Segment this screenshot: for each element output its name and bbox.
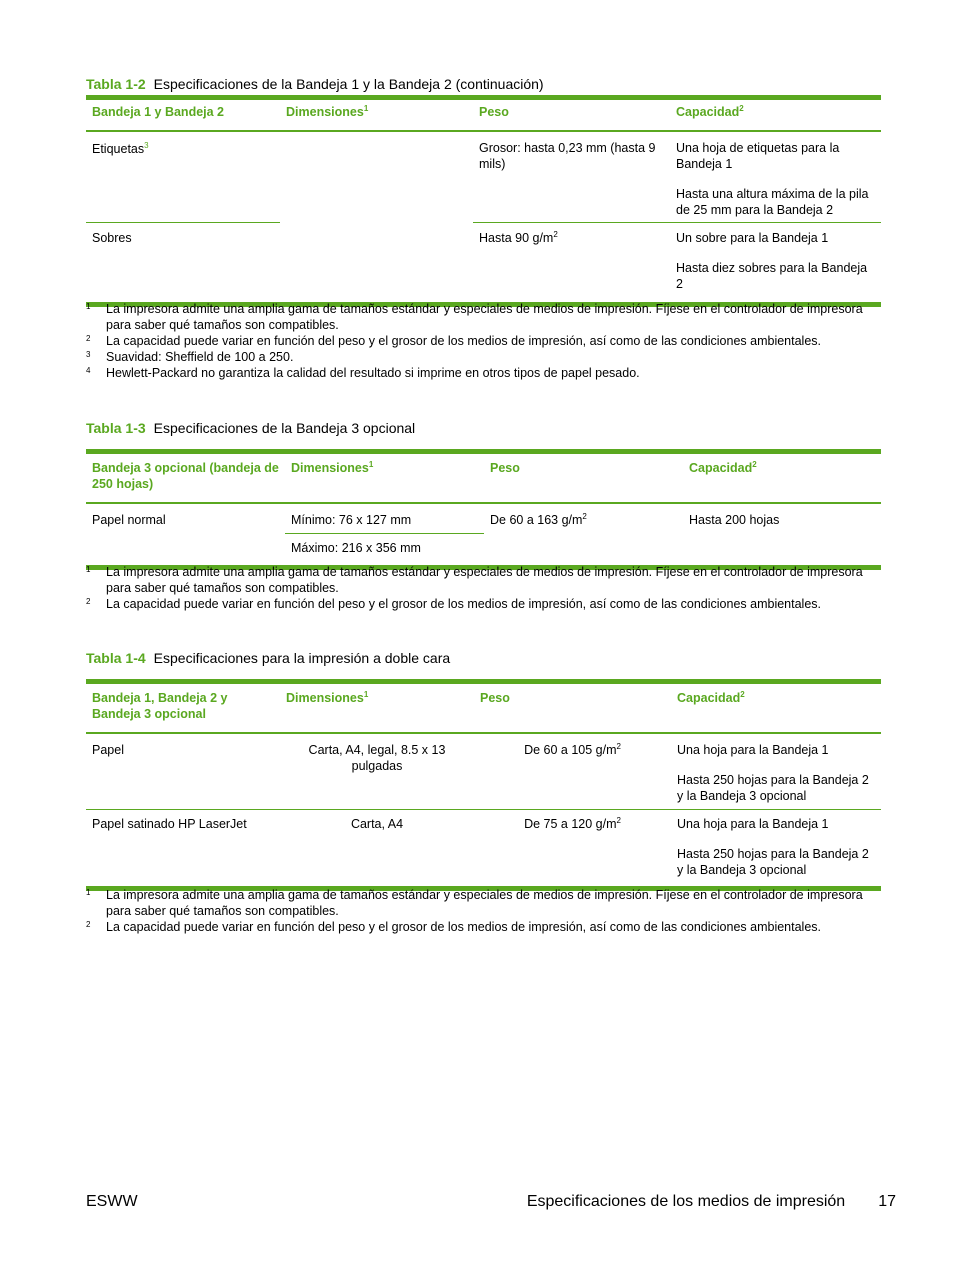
peso-cell — [474, 733, 671, 810]
footnote-number: 2 — [86, 597, 91, 606]
table-1-3-caption — [86, 420, 415, 436]
row-name: Papel — [86, 733, 280, 810]
table-header-row — [86, 682, 881, 733]
table-1-2-caption — [86, 76, 544, 92]
column-header-text: Capacidad — [689, 461, 753, 475]
dimensions-min: Mínimo: 76 x 127 mm — [285, 503, 484, 534]
dimensions-cell: Carta, A4 — [280, 810, 474, 889]
capacidad-line: Una hoja para la Bandeja 1 — [677, 817, 829, 831]
capacidad-line: Un sobre para la Bandeja 1 — [676, 231, 829, 245]
column-header-text: Dimensiones — [286, 691, 364, 705]
page-number: 17 — [878, 1193, 896, 1210]
table-title: Especificaciones para la impresión a doble cara — [153, 650, 451, 666]
footnote — [86, 919, 881, 935]
footnote-text: Hewlett-Packard no garantiza la calidad del resultado si imprime en otros tipos de papel pesado. — [106, 366, 640, 380]
footnote — [86, 365, 881, 381]
table-1-2 — [86, 95, 881, 307]
column-header: Bandeja 3 opcional (bandeja de 250 hojas) — [86, 452, 285, 503]
table-label: Tabla 1-4 — [86, 650, 146, 666]
footnote-ref: 2 — [739, 103, 744, 113]
column-header-text: Capacidad — [677, 691, 741, 705]
capacidad-line: Hasta diez sobres para la Bandeja 2 — [676, 261, 868, 291]
footnote-number: 3 — [86, 350, 91, 359]
peso-cell: Grosor: hasta 0,23 mm (hasta 9 mils) — [473, 131, 670, 223]
dimensions-cell: Carta, A4, legal, 8.5 x 13 pulgadas — [280, 733, 474, 810]
table-title: Especificaciones de la Bandeja 1 y la Bandeja 2 (continuación) — [153, 76, 544, 92]
table-label: Tabla 1-2 — [86, 76, 146, 92]
table-1-4 — [86, 679, 881, 891]
column-header-text: Capacidad — [676, 105, 740, 119]
footnote-text: La capacidad puede variar en función del peso y el grosor de los medios de impresión, así como de las condiciones ambientales. — [106, 920, 822, 934]
peso-text: De 60 a 105 g/m — [524, 742, 617, 757]
column-header-text: Dimensiones — [291, 461, 369, 475]
column-header: Bandeja 1, Bandeja 2 y Bandeja 3 opcional — [86, 682, 280, 733]
peso-text: Hasta 90 g/m — [479, 231, 554, 245]
table-row — [86, 503, 881, 534]
footnote — [86, 333, 881, 349]
table-row — [86, 131, 881, 223]
footnote-ref: 2 — [616, 815, 621, 825]
row-name-text: Etiquetas — [92, 141, 145, 156]
capacidad-line: Hasta una altura máxima de la pila de 25 mm para la Bandeja 2 — [676, 186, 869, 217]
capacidad-cell: Hasta 200 hojas — [683, 503, 881, 568]
footnote-text: La impresora admite una amplia gama de tamaños estándar y especiales de medios de impresión. Fíjese en el controlador de impresora para saber qué tamaños son compatibles. — [106, 565, 863, 595]
row-name: Papel normal — [86, 503, 285, 568]
footnote-text: La impresora admite una amplia gama de tamaños estándar y especiales de medios de impresión. Fíjese en el controlador de impresora para saber qué tamaños son compatibles. — [106, 888, 863, 918]
peso-text: De 75 a 120 g/m — [524, 817, 617, 831]
footnote-ref: 2 — [616, 741, 621, 751]
footnote-ref: 3 — [144, 140, 149, 150]
footnote-number: 4 — [86, 366, 91, 375]
footnote-text: Suavidad: Sheffield de 100 a 250. — [106, 350, 294, 364]
footnote-text: La capacidad puede variar en función del peso y el grosor de los medios de impresión, así como de las condiciones ambientales. — [106, 334, 822, 348]
peso-text: De 60 a 163 g/m — [490, 512, 583, 527]
table-label: Tabla 1-3 — [86, 420, 146, 436]
capacidad-line: Hasta 250 hojas para la Bandeja 2 y la Bandeja 3 opcional — [677, 772, 869, 803]
column-header: Bandeja 1 y Bandeja 2 — [86, 98, 280, 131]
table-1-4-caption — [86, 650, 450, 666]
column-header — [683, 452, 881, 503]
footer-right — [527, 1192, 896, 1212]
peso-cell — [484, 503, 683, 568]
footnote-ref: 1 — [363, 689, 369, 699]
footnote-number: 1 — [86, 888, 91, 897]
capacidad-cell — [671, 733, 881, 810]
footnote — [86, 596, 881, 612]
footnote — [86, 349, 881, 365]
column-header: Peso — [473, 98, 670, 131]
footnote-number: 2 — [86, 334, 91, 343]
peso-cell — [473, 223, 670, 305]
table-row — [86, 733, 881, 810]
table-1-3 — [86, 449, 881, 570]
table-row — [86, 810, 881, 889]
row-name: Sobres — [86, 223, 280, 305]
capacidad-line: Una hoja de etiquetas para la Bandeja 1 — [676, 140, 840, 171]
footnote — [86, 564, 881, 596]
footer-section-title: Especificaciones de los medios de impresión — [526, 1193, 846, 1210]
dimensions-cell — [280, 131, 473, 305]
footnote-text: La capacidad puede variar en función del peso y el grosor de los medios de impresión, así como de las condiciones ambientales. — [106, 597, 822, 611]
column-header — [280, 682, 474, 733]
table-1-2-footnotes — [86, 301, 881, 381]
capacidad-cell — [670, 131, 881, 223]
capacidad-line: Una hoja para la Bandeja 1 — [677, 742, 829, 757]
column-header: Peso — [474, 682, 671, 733]
footer-left: ESWW — [86, 1193, 138, 1210]
table-header-row — [86, 452, 881, 503]
footnote-number: 2 — [86, 920, 91, 929]
footnote-number: 1 — [86, 565, 91, 574]
table-1-3-footnotes — [86, 564, 881, 612]
footnote — [86, 887, 881, 919]
peso-cell — [474, 810, 671, 889]
column-header: Peso — [484, 452, 683, 503]
footnote-ref: 2 — [582, 511, 587, 521]
footnote-ref: 1 — [368, 459, 374, 469]
table-header-row — [86, 98, 881, 131]
capacidad-line: Hasta 250 hojas para la Bandeja 2 y la Bandeja 3 opcional — [677, 847, 869, 877]
footnote-ref: 1 — [363, 103, 369, 113]
table-title: Especificaciones de la Bandeja 3 opcional — [153, 420, 416, 436]
column-header — [671, 682, 881, 733]
row-name: Papel satinado HP LaserJet — [86, 810, 280, 889]
column-header — [670, 98, 881, 131]
capacidad-cell — [671, 810, 881, 889]
capacidad-cell — [670, 223, 881, 305]
column-header — [285, 452, 484, 503]
footnote — [86, 301, 881, 333]
footnote-ref: 2 — [752, 459, 757, 469]
table-1-4-footnotes — [86, 887, 881, 935]
footnote-ref: 2 — [740, 689, 745, 699]
footnote-ref: 2 — [553, 229, 558, 239]
row-name — [86, 131, 280, 223]
column-header — [280, 98, 473, 131]
table-row — [86, 223, 881, 305]
dimensions-max: Máximo: 216 x 356 mm — [285, 534, 484, 568]
column-header-text: Dimensiones — [286, 105, 364, 119]
footnote-text: La impresora admite una amplia gama de tamaños estándar y especiales de medios de impresión. Fíjese en el controlador de impresora para saber qué tamaños son compatibles. — [106, 302, 863, 332]
footnote-number: 1 — [86, 302, 91, 311]
